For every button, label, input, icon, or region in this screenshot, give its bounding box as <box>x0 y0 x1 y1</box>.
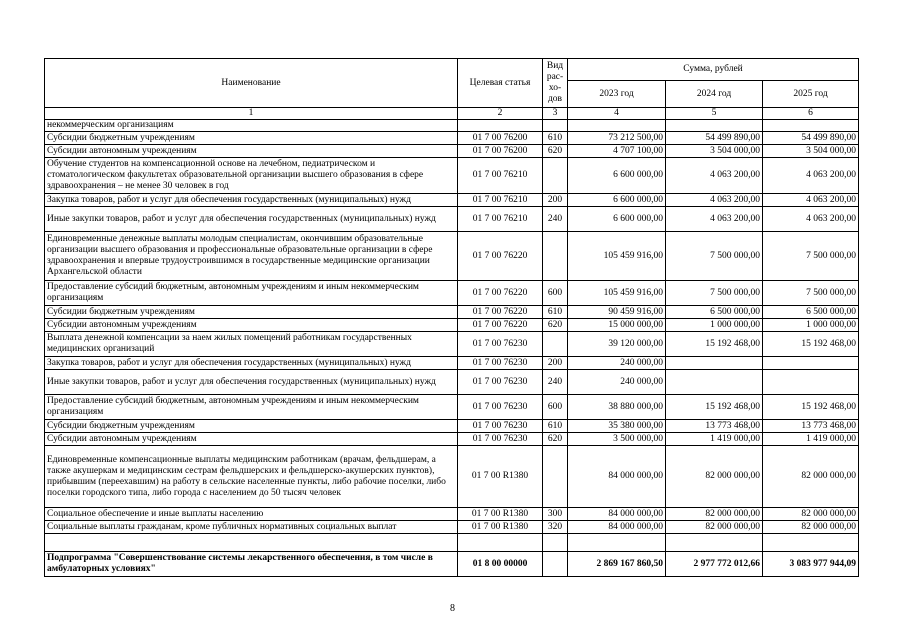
row-vid: 200 <box>543 194 568 207</box>
row-code: 01 7 00 76230 <box>458 332 543 357</box>
table-row <box>45 446 859 508</box>
row-sum-2024: 1 000 000,00 <box>666 319 763 332</box>
table-row <box>45 281 859 306</box>
row-code: 01 7 00 76210 <box>458 207 543 232</box>
page-number: 8 <box>450 603 455 614</box>
col-num-5: 5 <box>666 108 763 120</box>
row-sum-2023: 6 600 000,00 <box>568 207 666 232</box>
table-row <box>45 194 859 207</box>
row-vid: 610 <box>543 132 568 145</box>
table-row <box>45 370 859 395</box>
header-2023: 2023 год <box>568 81 666 108</box>
row-sum-2025: 1 419 000,00 <box>763 433 859 446</box>
table-row <box>45 332 859 357</box>
row-sum-2024: 7 500 000,00 <box>666 232 763 281</box>
row-sum-2025: 3 504 000,00 <box>763 145 859 158</box>
row-name: Выплата денежной компенсации за наем жилых помещений работникам государственных медицинских организаций <box>45 332 458 357</box>
row-code: 01 7 00 76220 <box>458 281 543 306</box>
row-sum-2024: 4 063 200,00 <box>666 158 763 194</box>
row-code: 01 7 00 76210 <box>458 158 543 194</box>
row-sum-2023: 39 120 000,00 <box>568 332 666 357</box>
row-vid: 240 <box>543 207 568 232</box>
row-name: Субсидии автономным учреждениям <box>45 433 458 446</box>
row-name: Закупка товаров, работ и услуг для обеспечения государственных (муниципальных) нужд <box>45 194 458 207</box>
column-numbers-row <box>45 108 859 120</box>
table-row <box>45 232 859 281</box>
header-row <box>45 59 859 81</box>
row-sum-2023: 90 459 916,00 <box>568 306 666 319</box>
row-name: Предоставление субсидий бюджетным, автономным учреждениям и иным некоммерческим организациям <box>45 395 458 420</box>
row-sum-2025: 7 500 000,00 <box>763 232 859 281</box>
table-row <box>45 145 859 158</box>
row-code: 01 7 00 76230 <box>458 420 543 433</box>
row-vid: 240 <box>543 370 568 395</box>
row-vid: 610 <box>543 306 568 319</box>
row-sum-2023: 6 600 000,00 <box>568 194 666 207</box>
row-name: Иные закупки товаров, работ и услуг для обеспечения государственных (муниципальных) нужд <box>45 370 458 395</box>
row-code: 01 7 00 76230 <box>458 357 543 370</box>
row-sum-2025: 15 192 468,00 <box>763 332 859 357</box>
row-sum-2024: 7 500 000,00 <box>666 281 763 306</box>
table-row <box>45 357 859 370</box>
row-code: 01 7 00 76230 <box>458 370 543 395</box>
row-sum-2024: 54 499 890,00 <box>666 132 763 145</box>
row-sum-2023: 35 380 000,00 <box>568 420 666 433</box>
row-code: 01 8 00 00000 <box>458 552 543 577</box>
row-vid: 610 <box>543 420 568 433</box>
row-vid: 620 <box>543 319 568 332</box>
row-code: 01 7 00 76230 <box>458 395 543 420</box>
col-num-6: 6 <box>763 108 859 120</box>
row-sum-2023: 84 000 000,00 <box>568 508 666 521</box>
table-row <box>45 132 859 145</box>
row-sum-2023: 38 880 000,00 <box>568 395 666 420</box>
row-sum-2024: 15 192 468,00 <box>666 395 763 420</box>
table-row <box>45 120 859 132</box>
header-2025: 2025 год <box>763 81 859 108</box>
header-name: Наименование <box>45 59 458 108</box>
row-sum-2025: 7 500 000,00 <box>763 281 859 306</box>
row-sum-2023: 240 000,00 <box>568 357 666 370</box>
row-vid: 200 <box>543 357 568 370</box>
row-sum-2025: 82 000 000,00 <box>763 508 859 521</box>
row-vid: 620 <box>543 433 568 446</box>
row-sum-2025: 82 000 000,00 <box>763 521 859 534</box>
table-row <box>45 521 859 534</box>
row-sum-2023: 105 459 916,00 <box>568 281 666 306</box>
row-sum-2025: 4 063 200,00 <box>763 207 859 232</box>
budget-table <box>44 58 859 577</box>
row-code: 01 7 00 R1380 <box>458 446 543 508</box>
row-code: 01 7 00 76200 <box>458 145 543 158</box>
row-name: Закупка товаров, работ и услуг для обеспечения государственных (муниципальных) нужд <box>45 357 458 370</box>
row-name: Субсидии бюджетным учреждениям <box>45 420 458 433</box>
row-sum-2025: 54 499 890,00 <box>763 132 859 145</box>
row-sum-2024: 4 063 200,00 <box>666 194 763 207</box>
row-vid: 600 <box>543 395 568 420</box>
row-sum-2025: 4 063 200,00 <box>763 194 859 207</box>
header-vid: Вид рас-хо-дов <box>543 59 568 108</box>
row-sum-2023: 6 600 000,00 <box>568 158 666 194</box>
row-sum-2023: 2 869 167 860,50 <box>568 552 666 577</box>
row-name: Иные закупки товаров, работ и услуг для обеспечения государственных (муниципальных) нужд <box>45 207 458 232</box>
row-name: Обучение студентов на компенсационной основе на лечебном, педиатрическом и стоматологическом факультетах образовательной организации высшего образования в сфере здравоохранения – не менее 30 человек в год <box>45 158 458 194</box>
col-num-2: 2 <box>458 108 543 120</box>
col-num-3: 3 <box>543 108 568 120</box>
row-name: Предоставление субсидий бюджетным, автономным учреждениям и иным некоммерческим организациям <box>45 281 458 306</box>
row-name: Субсидии автономным учреждениям <box>45 145 458 158</box>
table-row <box>45 158 859 194</box>
row-sum-2024: 4 063 200,00 <box>666 207 763 232</box>
table-row <box>45 534 859 552</box>
header-sum: Сумма, рублей <box>568 59 859 81</box>
row-code: 01 7 00 R1380 <box>458 521 543 534</box>
row-vid: 300 <box>543 508 568 521</box>
table-row <box>45 395 859 420</box>
row-sum-2025: 6 500 000,00 <box>763 306 859 319</box>
row-name: Субсидии бюджетным учреждениям <box>45 306 458 319</box>
row-sum-2024: 6 500 000,00 <box>666 306 763 319</box>
row-name: Субсидии автономным учреждениям <box>45 319 458 332</box>
row-vid: 620 <box>543 145 568 158</box>
row-vid: 600 <box>543 281 568 306</box>
row-code: 01 7 00 76230 <box>458 433 543 446</box>
table-row <box>45 207 859 232</box>
row-code: 01 7 00 R1380 <box>458 508 543 521</box>
row-sum-2023: 240 000,00 <box>568 370 666 395</box>
row-sum-2023: 84 000 000,00 <box>568 446 666 508</box>
table-row <box>45 433 859 446</box>
row-sum-2023: 3 500 000,00 <box>568 433 666 446</box>
row-sum-2024: 1 419 000,00 <box>666 433 763 446</box>
row-sum-2024: 13 773 468,00 <box>666 420 763 433</box>
row-code: 01 7 00 76210 <box>458 194 543 207</box>
table-row <box>45 508 859 521</box>
row-code: 01 7 00 76220 <box>458 319 543 332</box>
row-sum-2025: 3 083 977 944,09 <box>763 552 859 577</box>
row-sum-2024: 15 192 468,00 <box>666 332 763 357</box>
table-row <box>45 306 859 319</box>
header-target: Целевая статья <box>458 59 543 108</box>
row-name: некоммерческим организациям <box>45 120 458 132</box>
row-code: 01 7 00 76220 <box>458 306 543 319</box>
row-sum-2025: 1 000 000,00 <box>763 319 859 332</box>
row-sum-2023: 73 212 500,00 <box>568 132 666 145</box>
row-sum-2025: 82 000 000,00 <box>763 446 859 508</box>
row-sum-2024: 82 000 000,00 <box>666 446 763 508</box>
subprogram-row <box>45 552 859 577</box>
row-code: 01 7 00 76200 <box>458 132 543 145</box>
row-name: Единовременные компенсационные выплаты медицинским работникам (врачам, фельдшерам, а также акушеркам и медицинским сестрам фельдшерских и фельдшерско-акушерских пунктов), прибывшим (переехавшим) на работу в сельские населенные пункты, либо рабочие поселки, либо поселки городского типа, либо города с населением до 50 тысяч человек <box>45 446 458 508</box>
row-sum-2023: 84 000 000,00 <box>568 521 666 534</box>
col-num-1: 1 <box>45 108 458 120</box>
row-sum-2024: 3 504 000,00 <box>666 145 763 158</box>
row-sum-2025: 15 192 468,00 <box>763 395 859 420</box>
row-name: Социальные выплаты гражданам, кроме публичных нормативных социальных выплат <box>45 521 458 534</box>
row-name: Социальное обеспечение и иные выплаты населению <box>45 508 458 521</box>
col-num-4: 4 <box>568 108 666 120</box>
row-sum-2023: 105 459 916,00 <box>568 232 666 281</box>
row-name: Субсидии бюджетным учреждениям <box>45 132 458 145</box>
row-sum-2023: 4 707 100,00 <box>568 145 666 158</box>
row-sum-2024: 2 977 772 012,66 <box>666 552 763 577</box>
row-code: 01 7 00 76220 <box>458 232 543 281</box>
table-row <box>45 420 859 433</box>
row-sum-2025: 13 773 468,00 <box>763 420 859 433</box>
row-sum-2025: 4 063 200,00 <box>763 158 859 194</box>
row-vid: 320 <box>543 521 568 534</box>
table-row <box>45 319 859 332</box>
row-sum-2023: 15 000 000,00 <box>568 319 666 332</box>
row-name: Единовременные денежные выплаты молодым специалистам, окончившим образовательные организации высшего образования и профессиональные образовательные организации в сфере здравоохранения и впервые трудоустроившимся в государственные медицинские организации Архангельской области <box>45 232 458 281</box>
row-sum-2024: 82 000 000,00 <box>666 521 763 534</box>
row-name: Подпрограмма "Совершенствование системы лекарственного обеспечения, в том числе в амбулаторных условиях" <box>45 552 458 577</box>
row-sum-2024: 82 000 000,00 <box>666 508 763 521</box>
header-2024: 2024 год <box>666 81 763 108</box>
